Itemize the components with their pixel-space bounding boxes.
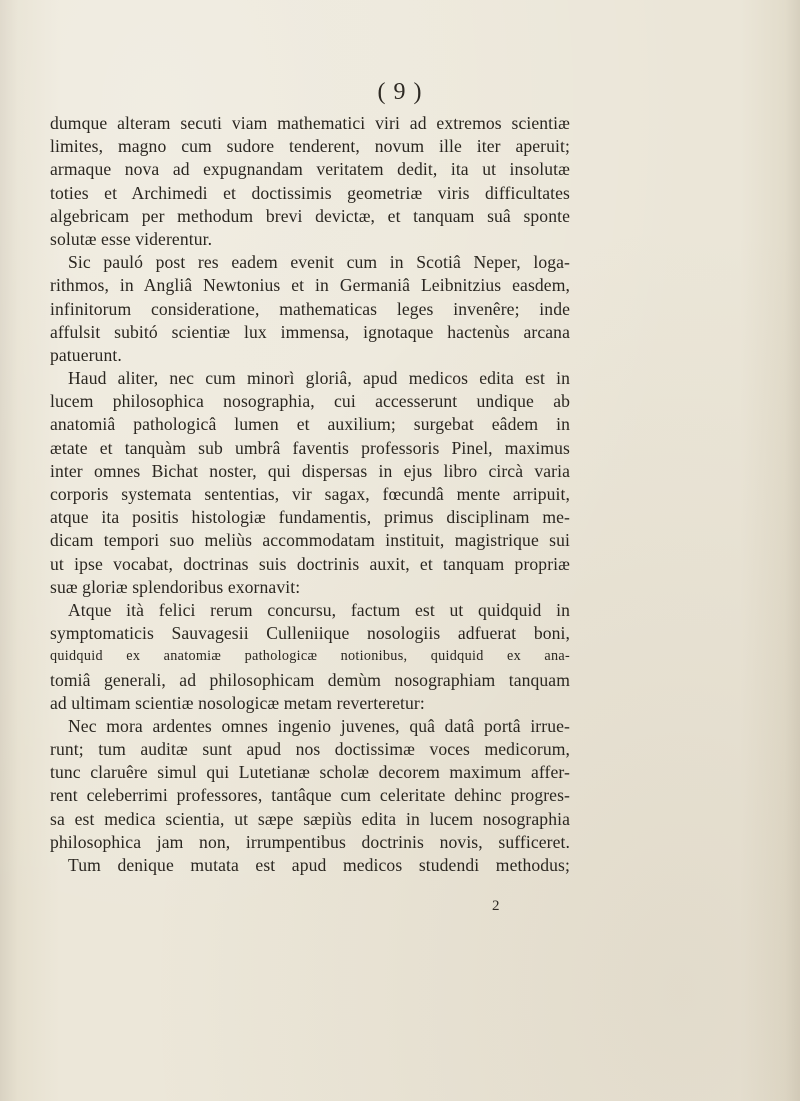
text-line: atque ita positis histologiæ fundamentis, primus disciplinam me- <box>50 507 570 528</box>
body-text <box>50 112 570 877</box>
text-line: rithmos, in Angliâ Newtonius et in Germaniâ Leibnitzius easdem, <box>50 275 570 296</box>
text-line: solutæ esse viderentur. <box>50 228 213 249</box>
text-line: toties et Archimedi et doctissimis geometriæ viris difficultates <box>50 182 570 203</box>
text-line: armaque nova ad expugnandam veritatem dedit, ita ut insolutæ <box>50 159 570 180</box>
text-line: symptomaticis Sauvagesii Culleniique nosologiis adfuerat boni, <box>50 623 570 644</box>
text-line: infinitorum consideratione, mathematicas leges invenêre; inde <box>50 298 570 319</box>
text-line: runt; tum auditæ sunt apud nos doctissimæ voces medicorum, <box>50 739 570 760</box>
text-line: tunc claruêre simul qui Lutetianæ scholæ decorem maximum affer- <box>50 762 570 783</box>
text-line: inter omnes Bichat noster, qui dispersas in ejus libro circà varia <box>50 460 570 481</box>
text-line: affulsit subitó scientiæ lux immensa, ignotaque hactenùs arcana <box>50 321 570 342</box>
paragraph-start-line: Nec mora ardentes omnes ingenio juvenes, quâ datâ portâ irrue- <box>68 715 570 736</box>
text-line: sa est medica scientia, ut sæpe sæpiùs edita in lucem nosographia <box>50 808 570 829</box>
text-line: ut ipse vocabat, doctrinas suis doctrinis auxit, et tanquam propriæ <box>50 553 570 574</box>
text-line: suæ gloriæ splendoribus exornavit: <box>50 576 301 597</box>
paragraph-start-line: Haud aliter, nec cum minorì gloriâ, apud medicos edita est in <box>68 368 570 389</box>
text-line: algebricam per methodum brevi devictæ, et tanquam suâ sponte <box>50 205 570 226</box>
paragraph-start-line: Tum denique mutata est apud medicos studendi methodus; <box>68 855 570 875</box>
paragraph-start-line: Sic pauló post res eadem evenit cum in Scotiâ Neper, loga- <box>68 252 570 273</box>
text-line: ætate et tanquàm sub umbrâ faventis professoris Pinel, maximus <box>50 437 570 458</box>
text-line: patuerunt. <box>50 344 122 365</box>
signature-mark: 2 <box>492 898 500 914</box>
text-line: ad ultimam scientiæ nosologicæ metam reverteretur: <box>50 692 425 713</box>
text-line: limites, magno cum sudore tenderent, novum ille iter aperuit; <box>50 136 570 157</box>
text-line: rent celeberrimi professores, tantâque cum celeritate dehinc progres- <box>50 785 570 806</box>
paragraph-start-line: Atque ità felici rerum concursu, factum est ut quidquid in <box>68 599 570 620</box>
text-line: quidquid ex anatomiæ pathologicæ notionibus, quidquid ex ana- <box>50 648 570 665</box>
text-line: corporis systemata sententias, vir sagax, fœcundâ mente arripuit, <box>50 484 570 504</box>
text-line: philosophica jam non, irrumpentibus doctrinis novis, sufficeret. <box>50 831 570 852</box>
text-line: dicam tempori suo meliùs accommodatam instituit, magistrique sui <box>50 530 570 551</box>
text-line: lucem philosophica nosographia, cui accesserunt undique ab <box>50 391 570 412</box>
text-line: dumque alteram secuti viam mathematici viri ad extremos scientiæ <box>50 113 570 133</box>
page-number: ( 9 ) <box>377 79 423 105</box>
text-line: anatomiâ pathologicâ lumen et auxilium; surgebat eâdem in <box>50 414 570 435</box>
text-line: tomiâ generali, ad philosophicam demùm nosographiam tanquam <box>50 669 570 690</box>
